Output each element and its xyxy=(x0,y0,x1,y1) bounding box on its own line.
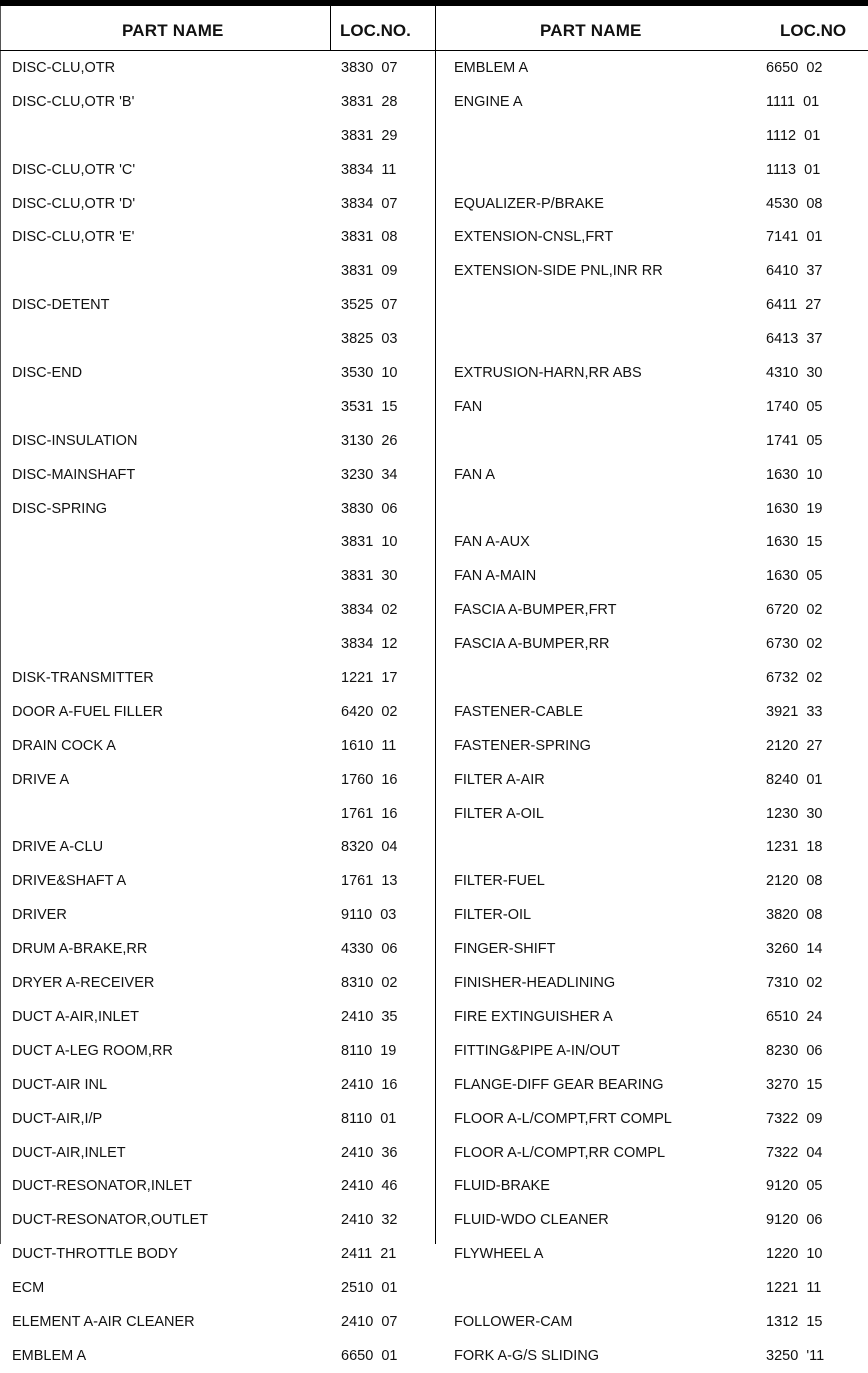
part-name: FIRE EXTINGUISHER A xyxy=(454,1008,613,1025)
loc-no: 2120 08 xyxy=(766,873,823,890)
table-row xyxy=(0,1203,435,1237)
table-row xyxy=(436,1203,868,1237)
part-name: DISC-MAINSHAFT xyxy=(12,466,136,483)
left-header-separator xyxy=(330,6,331,50)
loc-no: 1231 18 xyxy=(766,839,823,856)
left-loc-no-header: LOC.NO. xyxy=(340,21,411,40)
loc-no: 8310 02 xyxy=(341,975,398,992)
part-name: EMBLEM A xyxy=(454,60,529,76)
loc-no: 3831 28 xyxy=(341,93,398,110)
loc-no: 7322 04 xyxy=(766,1144,823,1161)
table-row xyxy=(0,85,435,119)
table-row xyxy=(0,763,435,797)
table-row xyxy=(436,288,868,322)
part-name: DISC-SPRING xyxy=(12,500,108,517)
part-name: EMBLEM A xyxy=(12,1347,87,1364)
table-row xyxy=(0,492,435,526)
loc-no: 4330 06 xyxy=(341,941,398,958)
part-name: DISK-TRANSMITTER xyxy=(12,670,154,687)
part-name: DUCT-RESONATOR,OUTLET xyxy=(12,1212,209,1229)
loc-no: 3834 02 xyxy=(341,602,398,619)
table-row xyxy=(0,220,435,254)
table-row xyxy=(436,1271,868,1305)
table-row xyxy=(0,322,435,356)
part-name: FLANGE-DIFF GEAR BEARING xyxy=(454,1076,664,1093)
loc-no: 2411 21 xyxy=(341,1246,397,1263)
loc-no: 2410 35 xyxy=(341,1008,398,1025)
table-row xyxy=(0,1271,435,1305)
loc-no: 2410 36 xyxy=(341,1144,398,1161)
loc-no: 8110 19 xyxy=(341,1042,397,1059)
table-row xyxy=(436,153,868,187)
left-column xyxy=(0,6,435,1373)
loc-no: 3531 15 xyxy=(341,398,398,415)
table-row xyxy=(436,627,868,661)
table-row xyxy=(0,187,435,221)
loc-no: 2410 32 xyxy=(341,1212,398,1229)
table-row xyxy=(0,932,435,966)
loc-no: 6730 02 xyxy=(766,636,823,653)
loc-no: 9120 05 xyxy=(766,1178,823,1195)
loc-no: 1761 13 xyxy=(341,873,398,890)
table-row xyxy=(436,966,868,1000)
part-name: FAN xyxy=(454,398,483,415)
loc-no: 3831 29 xyxy=(341,127,398,144)
right-header xyxy=(436,6,868,51)
loc-no: 2120 27 xyxy=(766,737,823,754)
part-name: EQUALIZER-P/BRAKE xyxy=(454,195,604,212)
loc-no: 2510 01 xyxy=(341,1280,398,1297)
part-name: EXTRUSION-HARN,RR ABS xyxy=(454,365,642,382)
part-name: DISC-CLU,OTR 'D' xyxy=(12,195,136,212)
loc-no: 3830 07 xyxy=(341,60,398,76)
loc-no: 3831 08 xyxy=(341,229,398,246)
table-row xyxy=(0,1169,435,1203)
table-row xyxy=(436,492,868,526)
table-row xyxy=(0,729,435,763)
table-row xyxy=(0,1136,435,1170)
table-row xyxy=(0,661,435,695)
table-row xyxy=(0,51,435,85)
loc-no: 1630 19 xyxy=(766,500,823,517)
table-row xyxy=(0,1102,435,1136)
table-row xyxy=(0,1339,435,1373)
part-name: FASTENER-SPRING xyxy=(454,737,591,754)
loc-no: 8240 01 xyxy=(766,771,823,788)
part-name: FILTER-FUEL xyxy=(454,873,545,890)
table-row xyxy=(436,220,868,254)
table-row xyxy=(0,119,435,153)
loc-no: 6410 37 xyxy=(766,263,823,280)
part-name: FLUID-BRAKE xyxy=(454,1178,550,1195)
loc-no: 3834 11 xyxy=(341,161,397,178)
table-row xyxy=(436,458,868,492)
loc-no: 7310 02 xyxy=(766,975,823,992)
table-row xyxy=(0,898,435,932)
table-row xyxy=(0,627,435,661)
table-row xyxy=(0,458,435,492)
loc-no: 1760 16 xyxy=(341,771,398,788)
part-name: FASCIA A-BUMPER,RR xyxy=(454,636,610,653)
part-name: DUCT-THROTTLE BODY xyxy=(12,1246,178,1263)
loc-no: 1741 05 xyxy=(766,432,823,449)
part-name: DUCT-AIR,INLET xyxy=(12,1144,126,1161)
loc-no: 1312 15 xyxy=(766,1313,823,1330)
part-name: DRYER A-RECEIVER xyxy=(12,975,155,992)
loc-no: 3130 26 xyxy=(341,432,398,449)
right-rows xyxy=(436,51,868,1373)
table-row xyxy=(0,966,435,1000)
table-row xyxy=(436,830,868,864)
table-row xyxy=(436,187,868,221)
loc-no: 3831 10 xyxy=(341,534,398,551)
loc-no: 3921 33 xyxy=(766,703,823,720)
part-name: FASTENER-CABLE xyxy=(454,703,583,720)
table-row xyxy=(0,1068,435,1102)
table-row xyxy=(436,763,868,797)
table-row xyxy=(0,864,435,898)
part-name: DRIVE A-CLU xyxy=(12,839,104,856)
loc-no: 9120 06 xyxy=(766,1212,823,1229)
right-column xyxy=(436,6,868,1373)
loc-no: 9110 03 xyxy=(341,907,397,924)
table-row xyxy=(436,1169,868,1203)
part-name: FINGER-SHIFT xyxy=(454,941,556,958)
loc-no: 1610 11 xyxy=(341,737,397,754)
loc-no: 6720 02 xyxy=(766,602,823,619)
part-name: DRAIN COCK A xyxy=(12,737,116,754)
part-name: DISC-DETENT xyxy=(12,297,110,314)
loc-no: 1630 15 xyxy=(766,534,823,551)
loc-no: 1220 10 xyxy=(766,1246,823,1263)
table-row xyxy=(436,1305,868,1339)
part-name: DRIVER xyxy=(12,907,67,924)
table-row xyxy=(436,356,868,390)
part-name: DUCT-AIR,I/P xyxy=(12,1110,103,1127)
table-row xyxy=(0,356,435,390)
table-row xyxy=(436,797,868,831)
loc-no: 3525 07 xyxy=(341,297,398,314)
table-row xyxy=(436,119,868,153)
loc-no: 1630 10 xyxy=(766,466,823,483)
loc-no: 3830 06 xyxy=(341,500,398,517)
loc-no: 6411 27 xyxy=(766,297,822,314)
loc-no: 3834 07 xyxy=(341,195,398,212)
part-name: FAN A-MAIN xyxy=(454,568,537,585)
loc-no: 1112 01 xyxy=(766,127,821,144)
loc-no: 6650 01 xyxy=(341,1347,398,1364)
part-name: FILTER-OIL xyxy=(454,907,532,924)
loc-no: 1740 05 xyxy=(766,398,823,415)
table-row xyxy=(0,559,435,593)
loc-no: 3230 34 xyxy=(341,466,398,483)
table-row xyxy=(436,1237,868,1271)
part-name: FLYWHEEL A xyxy=(454,1246,544,1263)
table-row xyxy=(0,1034,435,1068)
part-name: DISC-CLU,OTR 'B' xyxy=(12,93,135,110)
table-row xyxy=(436,864,868,898)
table-row xyxy=(0,525,435,559)
table-row xyxy=(436,1136,868,1170)
loc-no: 1630 05 xyxy=(766,568,823,585)
part-name: DUCT A-LEG ROOM,RR xyxy=(12,1042,173,1059)
part-name: EXTENSION-CNSL,FRT xyxy=(454,229,614,246)
part-name: FLOOR A-L/COMPT,FRT COMPL xyxy=(454,1110,672,1127)
part-name: FILTER A-OIL xyxy=(454,805,544,822)
loc-no: 8110 01 xyxy=(341,1110,397,1127)
part-name: DUCT A-AIR,INLET xyxy=(12,1008,140,1025)
table-row xyxy=(436,254,868,288)
left-rows xyxy=(0,51,435,1373)
part-name: FLOOR A-L/COMPT,RR COMPL xyxy=(454,1144,666,1161)
loc-no: 3820 08 xyxy=(766,907,823,924)
table-row xyxy=(436,593,868,627)
loc-no: 3831 09 xyxy=(341,263,398,280)
table-row xyxy=(436,1068,868,1102)
table-row xyxy=(436,51,868,85)
loc-no: 8320 04 xyxy=(341,839,398,856)
table-row xyxy=(0,288,435,322)
loc-no: 2410 07 xyxy=(341,1313,398,1330)
part-name: FINISHER-HEADLINING xyxy=(454,975,616,992)
table-row xyxy=(0,390,435,424)
table-row xyxy=(436,661,868,695)
loc-no: 4530 08 xyxy=(766,195,823,212)
loc-no: 6732 02 xyxy=(766,670,823,687)
loc-no: 3260 14 xyxy=(766,941,823,958)
loc-no: 1761 16 xyxy=(341,805,398,822)
table-row xyxy=(436,1000,868,1034)
loc-no: 7141 01 xyxy=(766,229,823,246)
loc-no: 1113 01 xyxy=(766,161,821,178)
table-row xyxy=(0,797,435,831)
table-row xyxy=(436,1034,868,1068)
part-name: DISC-CLU,OTR 'C' xyxy=(12,161,136,178)
table-row xyxy=(0,695,435,729)
part-name: EXTENSION-SIDE PNL,INR RR xyxy=(454,263,663,280)
part-name: DISC-CLU,OTR 'E' xyxy=(12,229,135,246)
table-row xyxy=(0,153,435,187)
part-name: DUCT-RESONATOR,INLET xyxy=(12,1178,192,1195)
table-row xyxy=(0,1000,435,1034)
part-name: FLUID-WDO CLEANER xyxy=(454,1212,609,1229)
part-name: DRIVE A xyxy=(12,771,70,788)
loc-no: 6420 02 xyxy=(341,703,398,720)
loc-no: 3831 30 xyxy=(341,568,398,585)
part-name: FOLLOWER-CAM xyxy=(454,1313,573,1330)
part-name: ELEMENT A-AIR CLEANER xyxy=(12,1313,195,1330)
part-name: FAN A-AUX xyxy=(454,534,530,551)
table-row xyxy=(436,1102,868,1136)
loc-no: 3250 '11 xyxy=(766,1347,825,1364)
table-row xyxy=(436,322,868,356)
part-name: FILTER A-AIR xyxy=(454,771,545,788)
table-row xyxy=(436,695,868,729)
part-name: DISC-END xyxy=(12,365,83,382)
part-name: ENGINE A xyxy=(454,93,523,110)
loc-no: 2410 16 xyxy=(341,1076,398,1093)
table-row xyxy=(0,593,435,627)
part-name: FORK A-G/S SLIDING xyxy=(454,1347,600,1364)
loc-no: 2410 46 xyxy=(341,1178,398,1195)
part-name: DISC-CLU,OTR xyxy=(12,60,116,76)
part-name: DRIVE&SHAFT A xyxy=(12,873,127,890)
loc-no: 7322 09 xyxy=(766,1110,823,1127)
part-name: ECM xyxy=(12,1280,45,1297)
table-row xyxy=(436,898,868,932)
table-row xyxy=(436,525,868,559)
loc-no: 1111 01 xyxy=(766,93,820,110)
part-name: DOOR A-FUEL FILLER xyxy=(12,703,163,720)
table-row xyxy=(436,390,868,424)
table-row xyxy=(0,254,435,288)
table-row xyxy=(0,1305,435,1339)
table-row xyxy=(436,559,868,593)
loc-no: 1230 30 xyxy=(766,805,823,822)
table-row xyxy=(436,85,868,119)
part-name: DRUM A-BRAKE,RR xyxy=(12,941,148,958)
loc-no: 1221 17 xyxy=(341,670,398,687)
loc-no: 6650 02 xyxy=(766,60,823,76)
loc-no: 3834 12 xyxy=(341,636,398,653)
table-row xyxy=(0,1237,435,1271)
part-name: DUCT-AIR INL xyxy=(12,1076,108,1093)
loc-no: 3530 10 xyxy=(341,365,398,382)
table-row xyxy=(436,1339,868,1373)
table-row xyxy=(436,424,868,458)
loc-no: 8230 06 xyxy=(766,1042,823,1059)
loc-no: 1221 11 xyxy=(766,1280,822,1297)
table-row xyxy=(436,729,868,763)
loc-no: 6413 37 xyxy=(766,331,823,348)
part-name: FAN A xyxy=(454,466,496,483)
loc-no: 3270 15 xyxy=(766,1076,823,1093)
right-part-name-header: PART NAME xyxy=(540,21,642,40)
part-name: DISC-INSULATION xyxy=(12,432,138,449)
right-loc-no-header: LOC.NO xyxy=(780,21,847,40)
loc-no: 3825 03 xyxy=(341,331,398,348)
left-header xyxy=(0,6,435,51)
loc-no: 4310 30 xyxy=(766,365,823,382)
table-row xyxy=(0,424,435,458)
part-name: FASCIA A-BUMPER,FRT xyxy=(454,602,617,619)
loc-no: 6510 24 xyxy=(766,1008,823,1025)
table-row xyxy=(0,830,435,864)
table-row xyxy=(436,932,868,966)
left-part-name-header: PART NAME xyxy=(122,21,224,40)
part-name: FITTING&PIPE A-IN/OUT xyxy=(454,1042,620,1059)
